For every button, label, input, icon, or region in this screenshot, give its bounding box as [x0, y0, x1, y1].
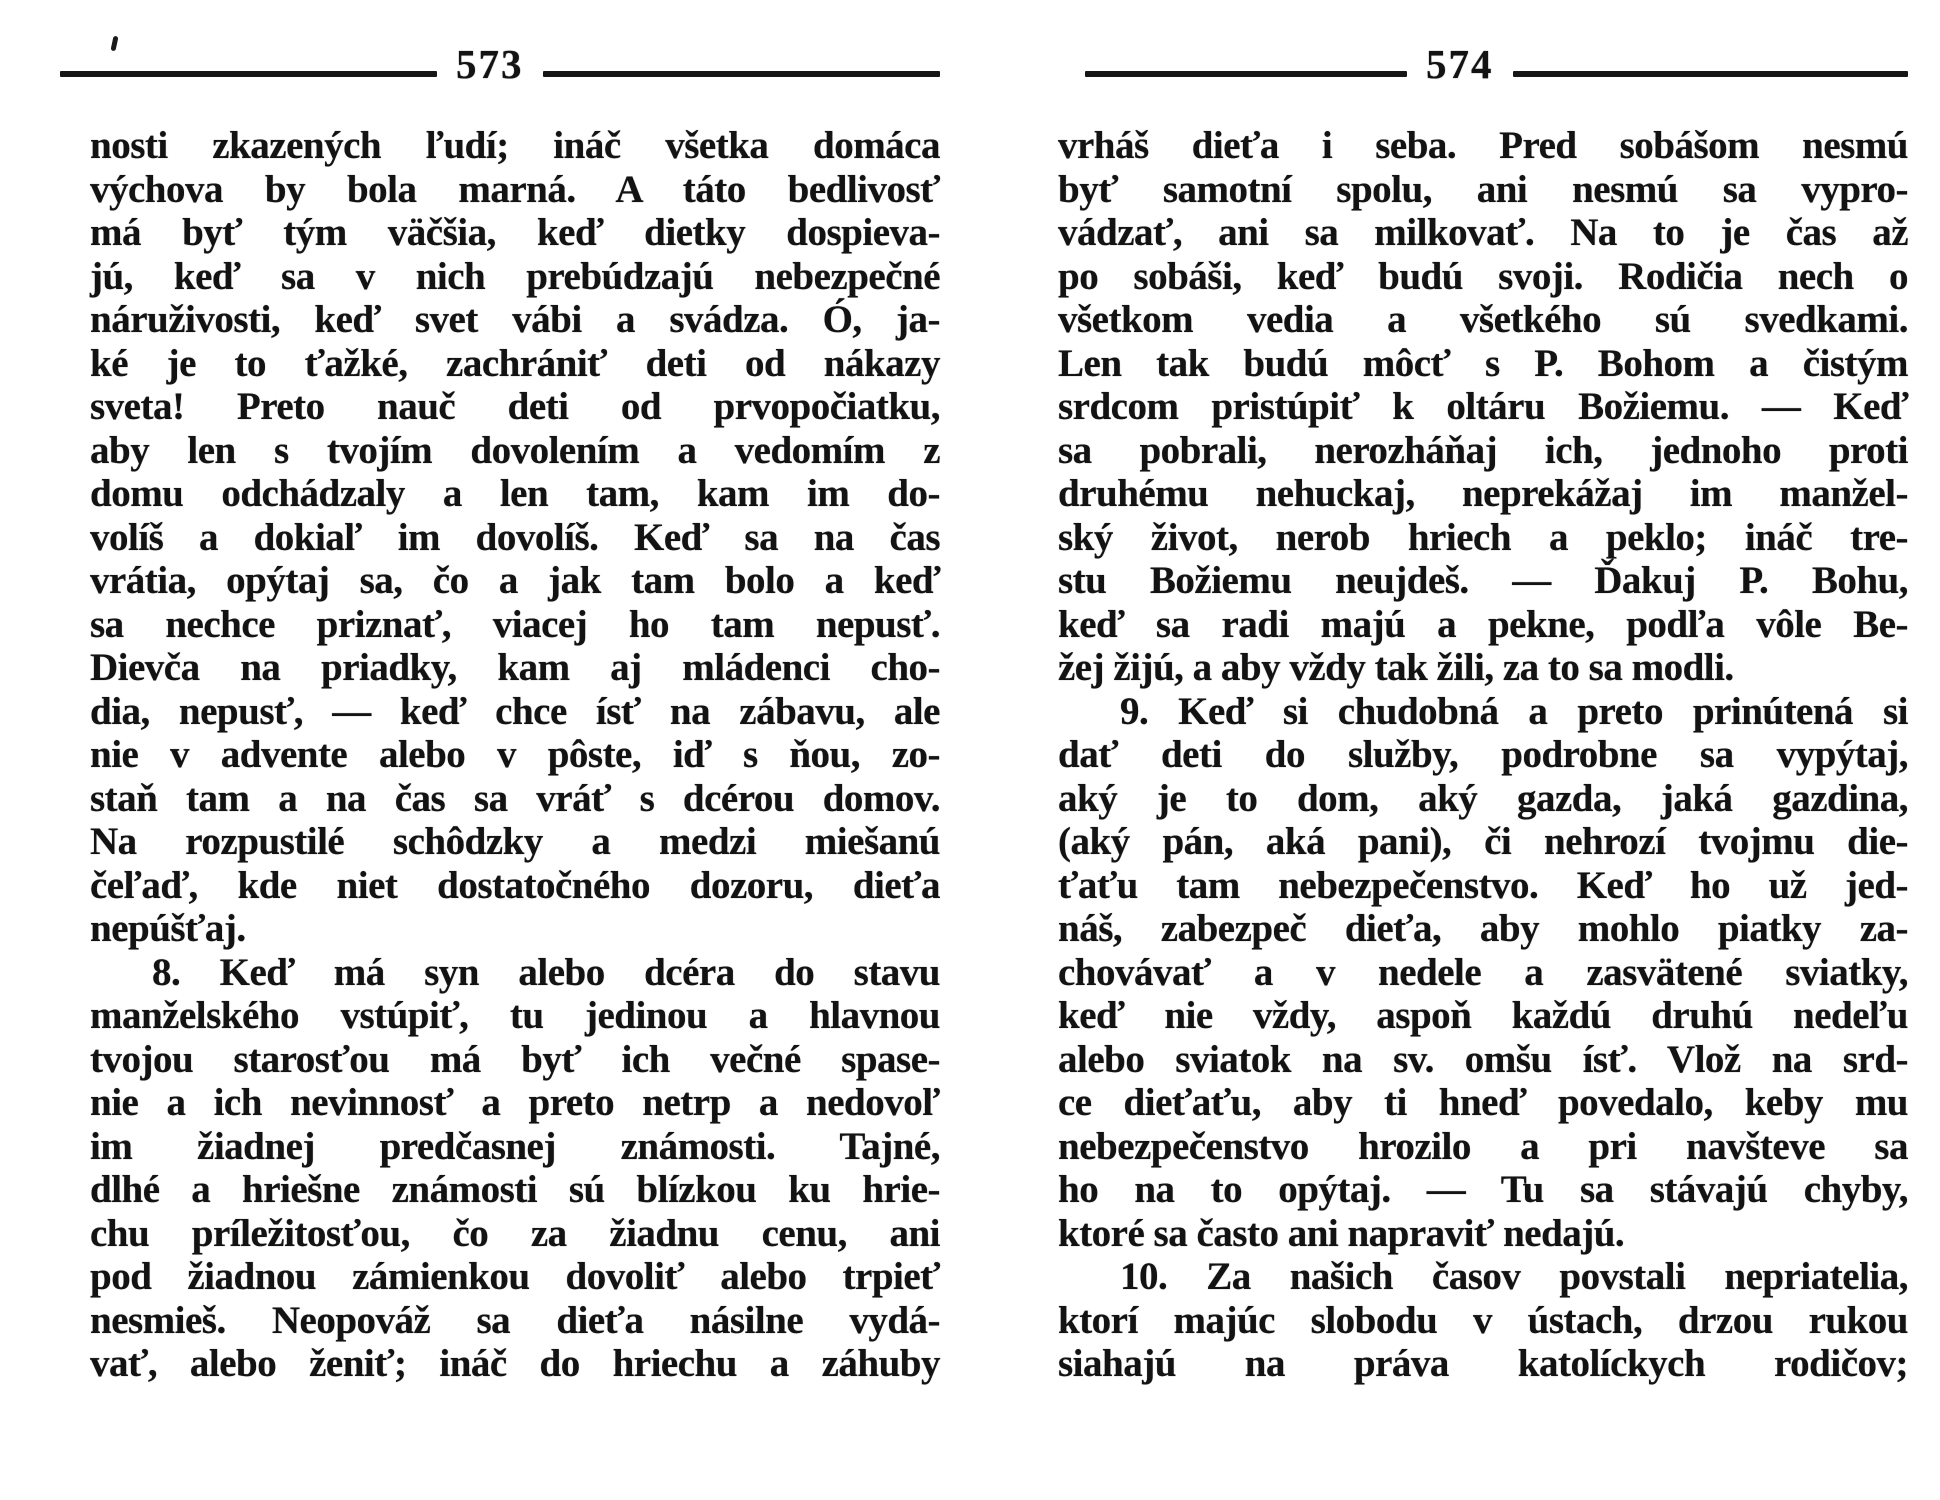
text-line: náš, zabezpeč dieťa, aby mohlo piatky za-: [1058, 907, 1908, 950]
text-line: nosti zkazených ľudí; ináč všetka domáca: [90, 124, 940, 167]
text-line: volíš a dokiaľ im dovolíš. Keď sa na čas: [90, 515, 940, 559]
text-line: dia, nepusť, — keď chce ísť na zábavu, ale: [90, 689, 940, 733]
text-line: 8. Keď má syn alebo dcéra do stavu: [152, 950, 940, 994]
text-line: keď nie vždy, aspoň každú druhú nedeľu: [1058, 994, 1908, 1037]
text-line: Na rozpustilé schôdzky a medzi miešanú: [90, 820, 940, 863]
text-line: (aký pán, aká pani), či nehrozí tvojmu die-: [1058, 820, 1908, 863]
text-line: všetkom vedia a všetkého sú svedkami.: [1058, 298, 1908, 341]
text-line: ce dieťaťu, aby ti hneď povedalo, keby mu: [1058, 1081, 1908, 1124]
page-number-left: 573: [456, 41, 524, 87]
text-line: manželského vstúpiť, tu jedinou a hlavnou: [90, 994, 940, 1037]
text-line: 10. Za našich časov povstali nepriatelia,: [1120, 1255, 1908, 1298]
text-line: jú, keď sa v nich prebúdzajú nebezpečné: [90, 254, 940, 298]
text-line: nesmieš. Neopováž sa dieťa násilne vydá-: [90, 1298, 940, 1342]
text-line: ťaťu tam nebezpečenstvo. Keď ho už jed-: [1058, 863, 1908, 907]
text-line: vrháš dieťa i seba. Pred sobášom nesmú: [1058, 124, 1908, 167]
text-line: sveta! Preto nauč deti od prvopočiatku,: [90, 385, 940, 428]
page-header-left: [60, 38, 940, 87]
text-line: srdcom pristúpiť k oltáru Božiemu. — Keď: [1058, 385, 1908, 428]
text-line: 9. Keď si chudobná a preto prinútená si: [1120, 689, 1908, 733]
text-line: vrátia, opýtaj sa, čo a jak tam bolo a keď: [90, 559, 940, 602]
text-line: siahajú na práva katolíckych rodičov;: [1058, 1342, 1908, 1385]
text-line: ktoré sa často ani napraviť nedajú.: [1058, 1211, 1625, 1255]
page-number-right: 574: [1426, 41, 1494, 87]
header-rule: [60, 71, 437, 77]
text-line: nepúšťaj.: [90, 907, 246, 950]
text-column-right: [1058, 124, 1908, 1386]
page-header-right: [1085, 38, 1908, 87]
text-line: sa pobrali, nerozháňaj ich, jednoho proti: [1058, 428, 1908, 472]
text-line: keď sa radi majú a pekne, podľa vôle Be-: [1058, 602, 1908, 646]
text-line: alebo sviatok na sv. omšu ísť. Vlož na srd-: [1058, 1037, 1908, 1081]
text-line: dlhé a hriešne známosti sú blízkou ku hrie-: [90, 1168, 940, 1211]
text-line: stu Božiemu neujdeš. — Ďakuj P. Bohu,: [1058, 559, 1908, 602]
text-line: nie a ich nevinnosť a preto netrp a nedovoľ: [90, 1081, 940, 1124]
text-line: po sobáši, keď budú svoji. Rodičia nech o: [1058, 254, 1908, 298]
text-line: má byť tým väčšia, keď dietky dospieva-: [90, 211, 940, 254]
text-line: ktorí majúc slobodu v ústach, drzou rukou: [1058, 1298, 1908, 1342]
text-line: náruživosti, keď svet vábi a svádza. Ó, ja-: [90, 298, 940, 341]
text-line: žej žijú, a aby vždy tak žili, za to sa modli.: [1058, 646, 1734, 689]
text-line: tvojou starosťou má byť ich večné spase-: [90, 1037, 940, 1081]
text-line: nie v advente alebo v pôste, iď s ňou, zo-: [90, 733, 940, 776]
text-line: sa nechce priznať, viacej ho tam nepusť.: [90, 602, 940, 646]
text-line: aký je to dom, aký gazda, jaká gazdina,: [1058, 776, 1908, 820]
text-line: chovávať a v nedele a zasvätené sviatky,: [1058, 950, 1908, 994]
text-line: domu odchádzaly a len tam, kam im do-: [90, 472, 940, 515]
text-line: im žiadnej predčasnej známosti. Tajné,: [90, 1124, 940, 1168]
text-line: vádzať, ani sa milkovať. Na to je čas až: [1058, 211, 1908, 254]
header-rule: [1085, 71, 1407, 77]
text-line: aby len s tvojím dovolením a vedomím z: [90, 428, 940, 472]
text-line: dať deti do služby, podrobne sa vypýtaj,: [1058, 733, 1908, 776]
text-line: chu príležitosťou, čo za žiadnu cenu, ani: [90, 1211, 940, 1255]
text-line: vať, alebo ženiť; ináč do hriechu a záhuby: [90, 1342, 940, 1385]
text-line: výchova by bola marná. A táto bedlivosť: [90, 167, 940, 211]
text-line: Dievča na priadky, kam aj mládenci cho-: [90, 646, 940, 689]
text-line: čeľaď, kde niet dostatočného dozoru, dieťa: [90, 863, 940, 907]
text-line: staň tam a na čas sa vráť s dcérou domov.: [90, 776, 940, 820]
text-line: ké je to ťažké, zachrániť deti od nákazy: [90, 341, 940, 385]
text-line: ský život, nerob hriech a peklo; ináč tre-: [1058, 515, 1908, 559]
header-rule: [543, 71, 941, 77]
text-column-left: [90, 124, 940, 1386]
header-rule: [1513, 71, 1909, 77]
text-line: Len tak budú môcť s P. Bohom a čistým: [1058, 341, 1908, 385]
text-line: druhému nehuckaj, neprekážaj im manžel-: [1058, 472, 1908, 515]
text-line: ho na to opýtaj. — Tu sa stávajú chyby,: [1058, 1168, 1908, 1211]
text-line: pod žiadnou zámienkou dovoliť alebo trpieť: [90, 1255, 940, 1298]
text-line: nebezpečenstvo hrozilo a pri navšteve sa: [1058, 1124, 1908, 1168]
text-line: byť samotní spolu, ani nesmú sa vypro-: [1058, 167, 1908, 211]
